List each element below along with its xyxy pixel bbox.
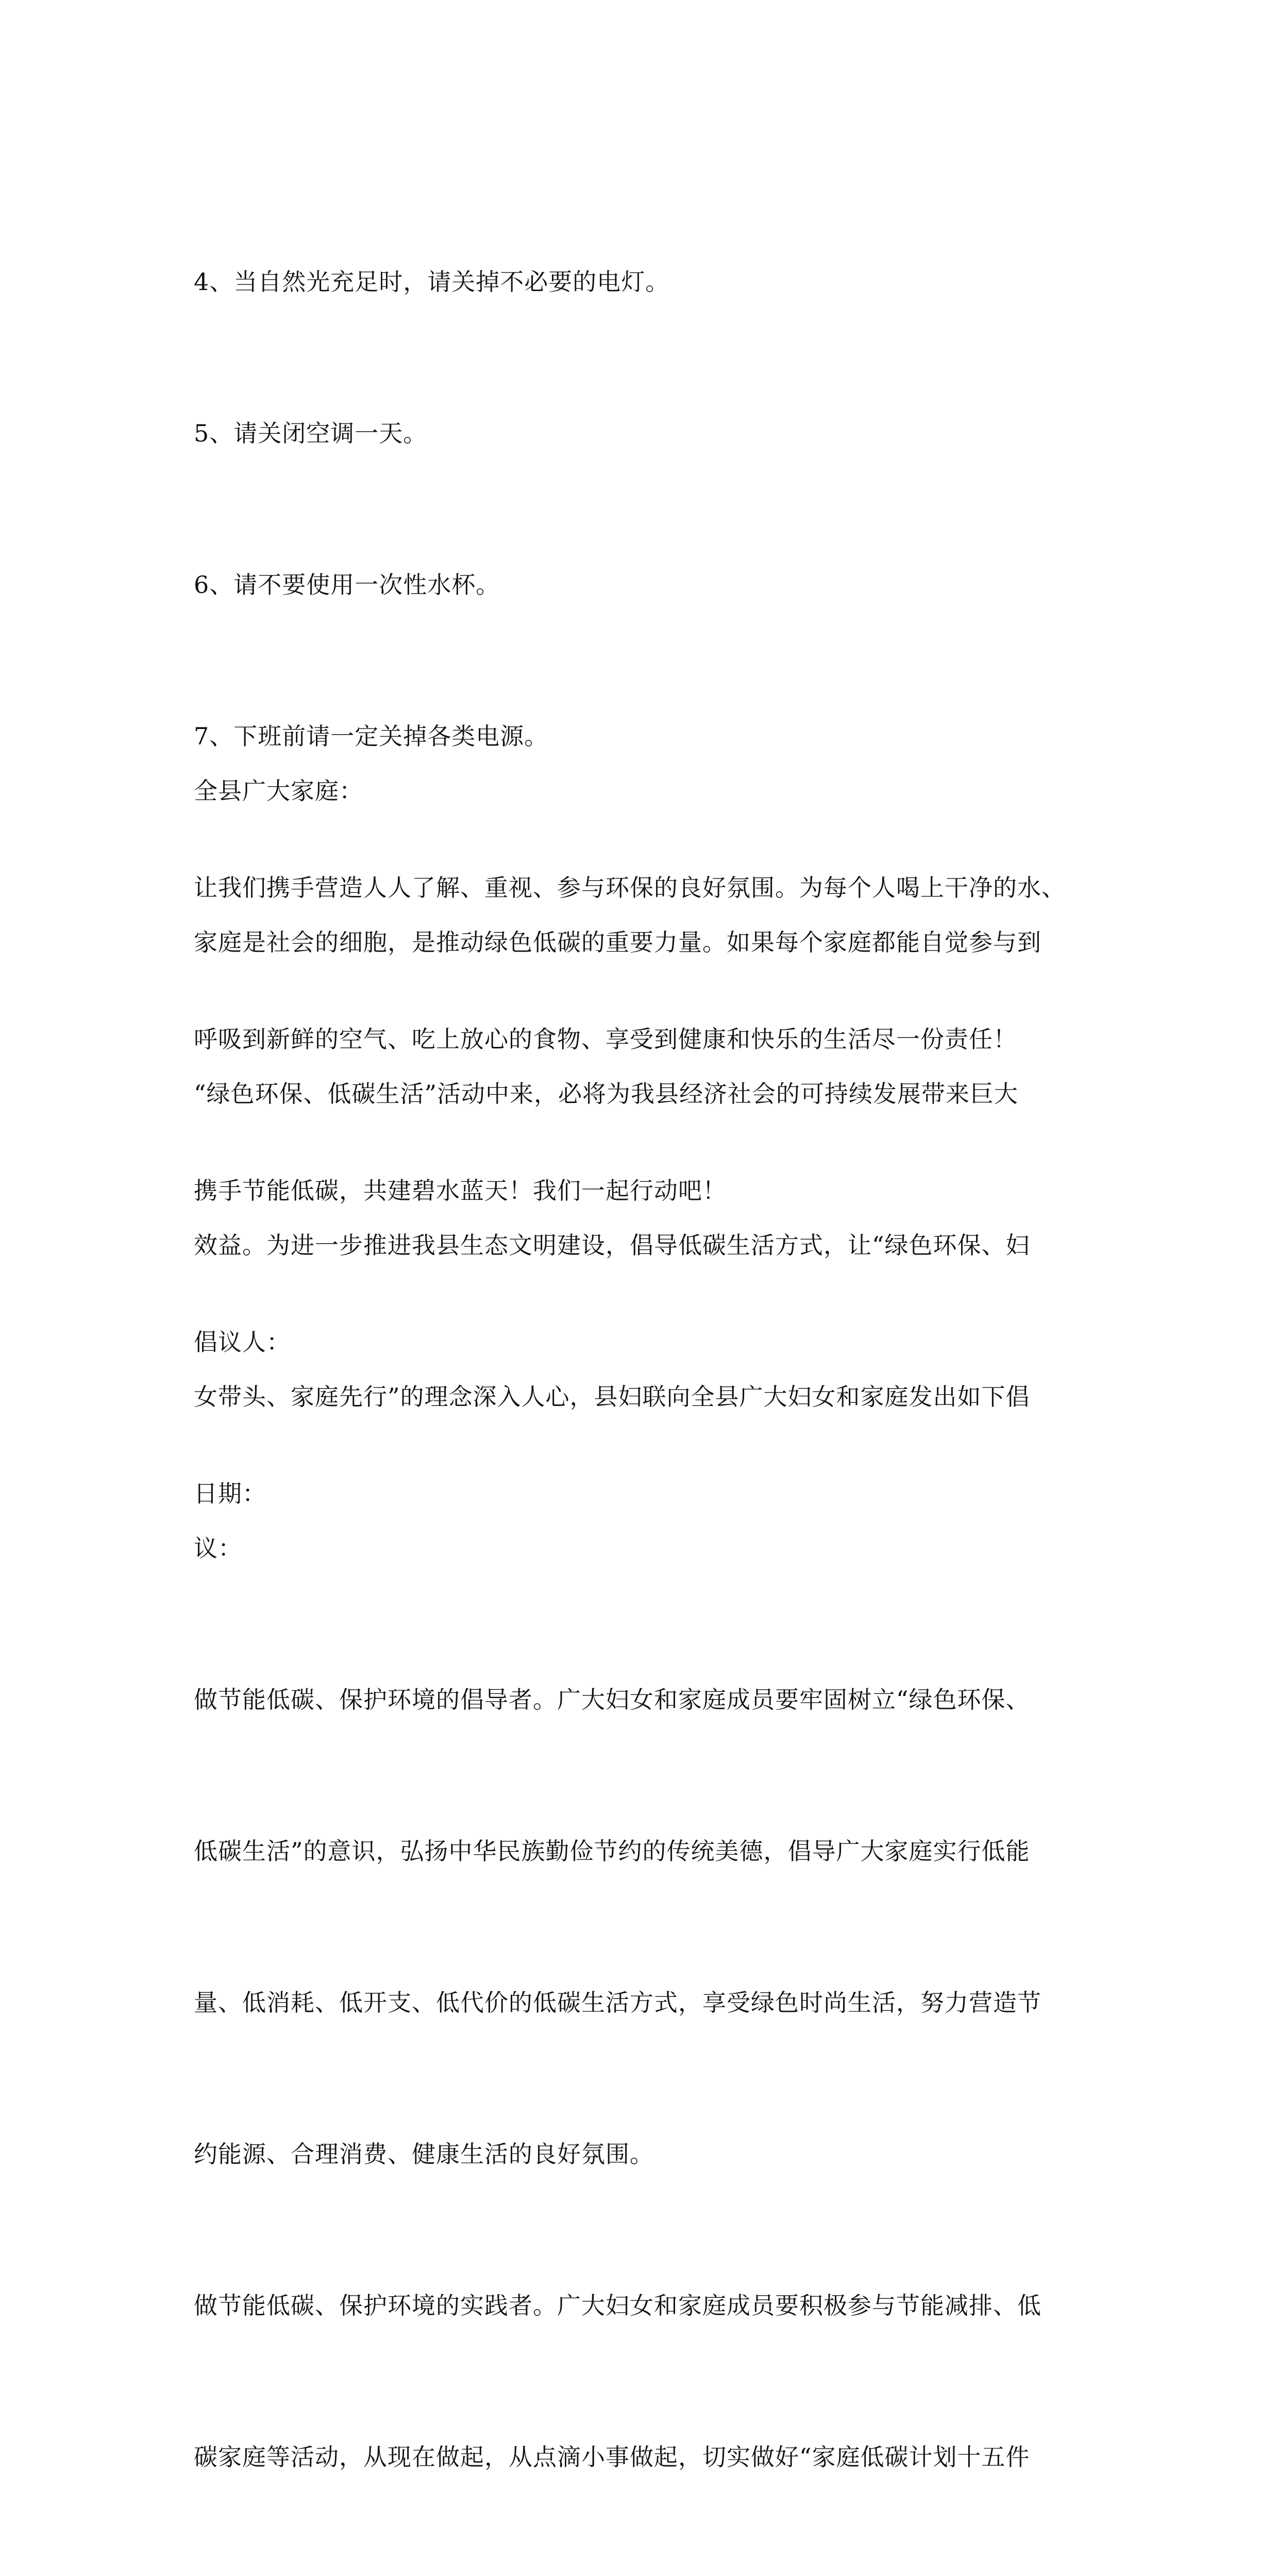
paragraph-line: 低碳生活”的意识，弘扬中华民族勤俭节约的传统美德，倡导广大家庭实行低能 <box>194 1837 1030 1865</box>
list-item: 6、请不要使用一次性水杯。 <box>194 571 500 599</box>
paragraph-line: 碳家庭等活动，从现在做起，从点滴小事做起，切实做好“家庭低碳计划十五件 <box>194 2443 1030 2471</box>
intro-line: 女带头、家庭先行”的理念深入人心，县妇联向全县广大妇女和家庭发出如下倡 <box>194 1383 1030 1411</box>
paragraph-line: 做节能低碳、保护环境的倡导者。广大妇女和家庭成员要牢固树立“绿色环保、 <box>194 1686 1030 1714</box>
intro-line: 家庭是社会的细胞，是推动绿色低碳的重要力量。如果每个家庭都能自觉参与到 <box>194 928 1041 956</box>
paragraph-line: 做节能低碳、保护环境的实践者。广大妇女和家庭成员要积极参与节能减排、低 <box>194 2292 1041 2319</box>
list-item: 7、下班前请一定关掉各类电源。 <box>194 722 549 750</box>
initiator-label: 倡议人： <box>194 1328 291 1356</box>
list-item: 5、请关闭空调一天。 <box>194 419 428 447</box>
paragraph-line: 量、低消耗、低开支、低代价的低碳生活方式，享受绿色时尚生活，努力营造节 <box>194 1989 1041 2016</box>
closing-paragraph-line: 让我们携手营造人人了解、重视、参与环保的良好氛围。为每个人喝上干净的水、 <box>194 874 1066 902</box>
intro-line: “绿色环保、低碳生活”活动中来，必将为我县经济社会的可持续发展带来巨大 <box>194 1080 1019 1108</box>
intro-line: 效益。为进一步推进我县生态文明建设，倡导低碳生活方式，让“绿色环保、妇 <box>194 1231 1030 1259</box>
text-section-2 <box>194 665 1090 2576</box>
slogan: 携手节能低碳，共建碧水蓝天！我们一起行动吧！ <box>194 1177 727 1205</box>
paragraph-line: 约能源、合理消费、健康生活的良好氛围。 <box>194 2140 654 2168</box>
list-item: 4、当自然光充足时，请关掉不必要的电灯。 <box>194 268 670 296</box>
date-label: 日期： <box>194 1480 266 1507</box>
intro-line: 议： <box>194 1534 242 1562</box>
salutation: 全县广大家庭： <box>194 777 363 805</box>
closing-paragraph-line: 呼吸到新鲜的空气、吃上放心的食物、享受到健康和快乐的生活尽一份责任！ <box>194 1025 1017 1053</box>
